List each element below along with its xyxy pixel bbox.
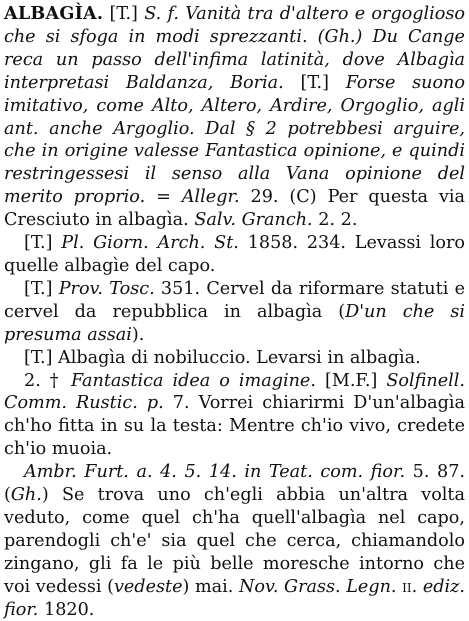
text-run: 1820.: [38, 599, 95, 620]
text-run: Forse suono imitativo, come Alto, Altero, Ardire, Orgoglio, agli ant. anche Argoglio. Dal § 2 potrebbesi arguire, che in origine valesse Fantastica opinione, e quindi restringessesi il senso alla Vana opinione del merito proprio.: [4, 72, 465, 208]
text-run: S. f. Vanità tra d'altero e orgoglioso che si sfoga in modi sprezzanti.: [4, 4, 465, 47]
text-run: ediz. fior.: [4, 576, 465, 620]
entry-body-6: [4, 462, 465, 619]
text-run: Salv. Granch.: [194, 210, 313, 231]
entry-paragraph-4: [4, 347, 465, 370]
dictionary-page: [4, 3, 465, 621]
entry-body-1: [4, 4, 465, 230]
entry-paragraph-5: [4, 370, 465, 462]
text-run: Prov. Tosc.: [58, 278, 155, 299]
text-run: 29. (C) Per questa via Cresciuto in albagìa.: [4, 187, 465, 231]
text-run: [T.] Albagìa di nobiluccio. Levarsi in albagìa.: [24, 347, 421, 368]
entry-headword: ALBAGÌA.: [4, 3, 104, 24]
text-run: [T.]: [24, 278, 59, 299]
text-run: 4. 5. 14.: [152, 462, 245, 483]
entry-paragraph-6: [4, 461, 465, 621]
text-run: 1858. 234. Levassi loro quelle albagìe del capo.: [4, 233, 466, 276]
entry-body-5: [4, 371, 465, 460]
entry-body-4: [24, 348, 421, 368]
text-run: [T.]: [24, 233, 62, 254]
text-run: Pl. Giorn. Arch. St.: [61, 233, 239, 254]
text-run: interpretasi Baldanza, Boria.: [4, 72, 284, 93]
text-run: Gh.: [10, 485, 42, 506]
text-run: ii.: [402, 576, 418, 597]
text-run: Fantastica idea o imagine.: [71, 370, 316, 391]
entry-paragraph-1: [4, 3, 465, 232]
text-run: Nov. Grass. Legn.: [238, 576, 397, 597]
entry-paragraph-2: [4, 232, 465, 278]
entry-body-3: [4, 279, 465, 345]
entry-paragraph-3: [4, 278, 465, 347]
text-run: D'un che si presuma assai: [4, 301, 465, 345]
text-run: ) mai.: [182, 576, 239, 597]
text-run: 2. 2.: [312, 210, 358, 231]
text-run: 2. †: [24, 370, 72, 391]
text-run: ).: [131, 324, 145, 345]
text-run: Ambr. Furt. a.: [24, 462, 153, 483]
text-run: in Teat. com. fior.: [244, 462, 406, 483]
text-run: =: [145, 187, 182, 208]
text-run: [T.]: [283, 72, 346, 93]
text-run: Allegr.: [181, 187, 240, 208]
text-run: Solfinell. Comm. Rustic. p.: [4, 370, 465, 414]
text-run: 351. Cervel da riformare statuti e cervel da repubblica in albagìa (: [4, 278, 465, 322]
text-run: (Gh.): [307, 26, 373, 47]
entry-body-2: [4, 233, 465, 276]
text-run: 5. 87. (: [4, 462, 465, 506]
text-run: ) Se trova uno ch'egli abbia un'altra volta veduto, come quel ch'ha quell'albagìa nel capo, parendogli ch'e' sia quel che cerca, chiamandolo zingano, gli fa le più belle moresche intorno che voi vedessi (: [4, 485, 465, 597]
text-run: 7. Vorrei chiarirmi D'un'albagìa ch'ho fitta in su la testa: Mentre ch'io vivo, credete ch'io muoia.: [4, 393, 465, 460]
text-run: [T.]: [109, 4, 145, 24]
text-run: Du Cange reca un passo dell'infima latinità, dove Albagìa: [4, 26, 465, 70]
text-run: vedeste: [113, 576, 183, 597]
text-run: [M.F.]: [315, 370, 387, 391]
